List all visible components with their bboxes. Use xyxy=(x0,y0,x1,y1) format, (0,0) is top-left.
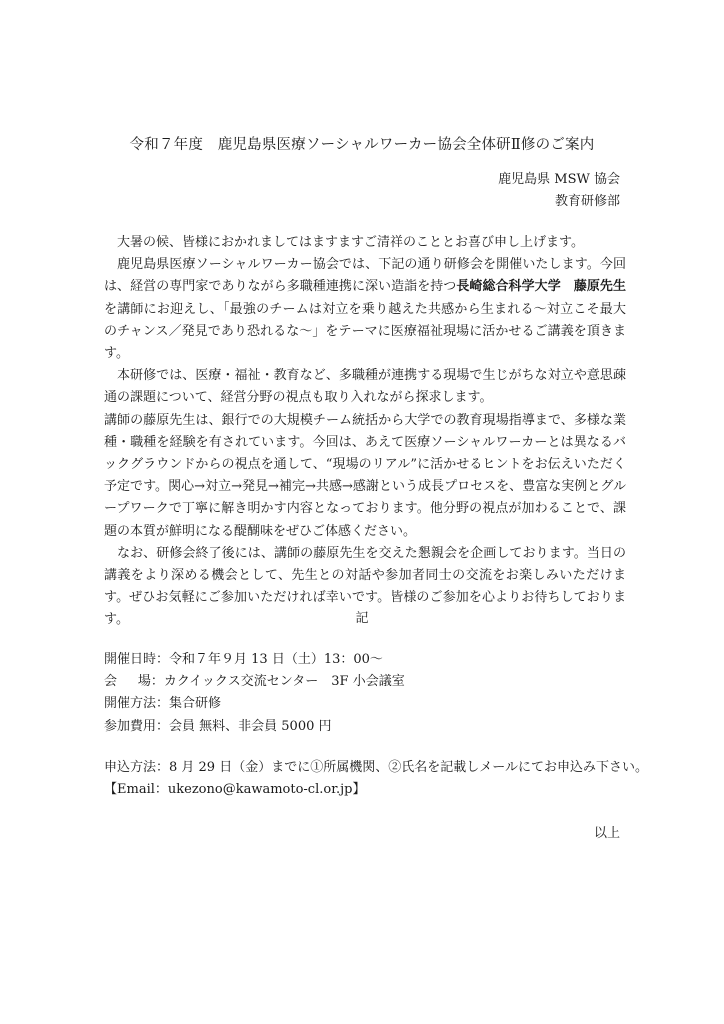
purpose-paragraph: 本研修では、医療・福祉・教育など、多職種が連携する現場で生じがちな対立や意思疎通の課題について、経営分野の視点も取り入れながら探求します。 xyxy=(104,368,626,406)
introduction-paragraph xyxy=(104,254,626,365)
intro-text-b: を講師にお迎えし、「最強のチームは対立を乗り越えた共感から生まれる～対立こそ最大のチャンス／発見であり恐れるな～」をテーマに医療福祉現場に活かせるご講義を頂きます。 xyxy=(104,301,626,362)
closing-mark: 以上 xyxy=(593,826,620,841)
venue-label-b: 場： xyxy=(137,674,164,690)
venue-value: カクイックス交流センター 3F 小会議室 xyxy=(163,674,405,690)
lecturer-paragraph: 講師の藤原先生は、銀行での大規模チーム統括から大学での教育現場指導まで、多様な業種・職種を経験を有されています。今回は、あえて医療ソーシャルワーカーとは異なるバックグラウンドからの視点を通して、“現場のリアル”に活かせるヒントをお伝えいただく予定です。関心→対立→発見→補完→共感→感謝という成長プロセスを、豊富な実例とグループワークで丁寧に解き明かす内容となっております。他分野の視点が加わることで、課題の本質が鮮明になる醍醐味をぜひご体感ください。 xyxy=(104,412,626,539)
application-method: 申込方法：8 月 29 日（金）までに①所属機関、②氏名を記載しメールにてお申込み下さい。 xyxy=(104,760,648,775)
format-row xyxy=(104,693,626,715)
event-details xyxy=(104,649,626,738)
datetime-row xyxy=(104,649,626,671)
format-label: 開催方法： xyxy=(104,696,170,712)
greeting-paragraph: 大暑の候、皆様におかれましてはますますご清祥のこととお喜び申し上げます。 xyxy=(117,235,584,250)
intro-space xyxy=(561,279,574,294)
lecturer-name: 藤原先生 xyxy=(573,279,626,295)
intro-text-a: 鹿児島県医療ソーシャルワーカー協会では、下記の通り研修会を開催いたします。今回は、経営の専門家でありながら多職種連携に深い造詣を持つ xyxy=(104,257,626,295)
document-title: 令和７年度 鹿児島県医療ソーシャルワーカー協会全体研Ⅱ修のご案内 xyxy=(129,137,595,153)
venue-row xyxy=(104,671,626,693)
department-name: 教育研修部 xyxy=(554,194,620,209)
fee-label: 参加費用： xyxy=(104,718,170,734)
datetime-label: 開催日時： xyxy=(104,652,170,667)
format-value: 集合研修 xyxy=(169,696,222,712)
datetime-value: 令和７年９月 13 日（土）13：00～ xyxy=(169,652,383,667)
letter-body xyxy=(104,232,626,632)
venue-label-a: 会 xyxy=(104,674,118,690)
application-info xyxy=(104,757,648,801)
fee-row xyxy=(104,716,626,738)
fee-value: 会員 無料、非会員 5000 円 xyxy=(169,718,332,734)
organization-name: 鹿児島県 MSW 協会 xyxy=(498,172,620,187)
lecturer-university: 長崎総合科学大学 xyxy=(456,279,561,295)
reception-paragraph: なお、研修会終了後には、講師の藤原先生を交えた懇親会を企画しております。当日の講義をより深める機会として、先生との対話や参加者同士の交流をお楽しみいただけます。ぜひお気軽にご参加いただければ幸いです。皆様のご参加を心よりお待ちしております。 xyxy=(104,545,626,628)
application-email: 【Email：ukezono@kawamoto-cl.or.jp】 xyxy=(104,782,366,798)
ki-heading: 記 xyxy=(355,611,369,626)
